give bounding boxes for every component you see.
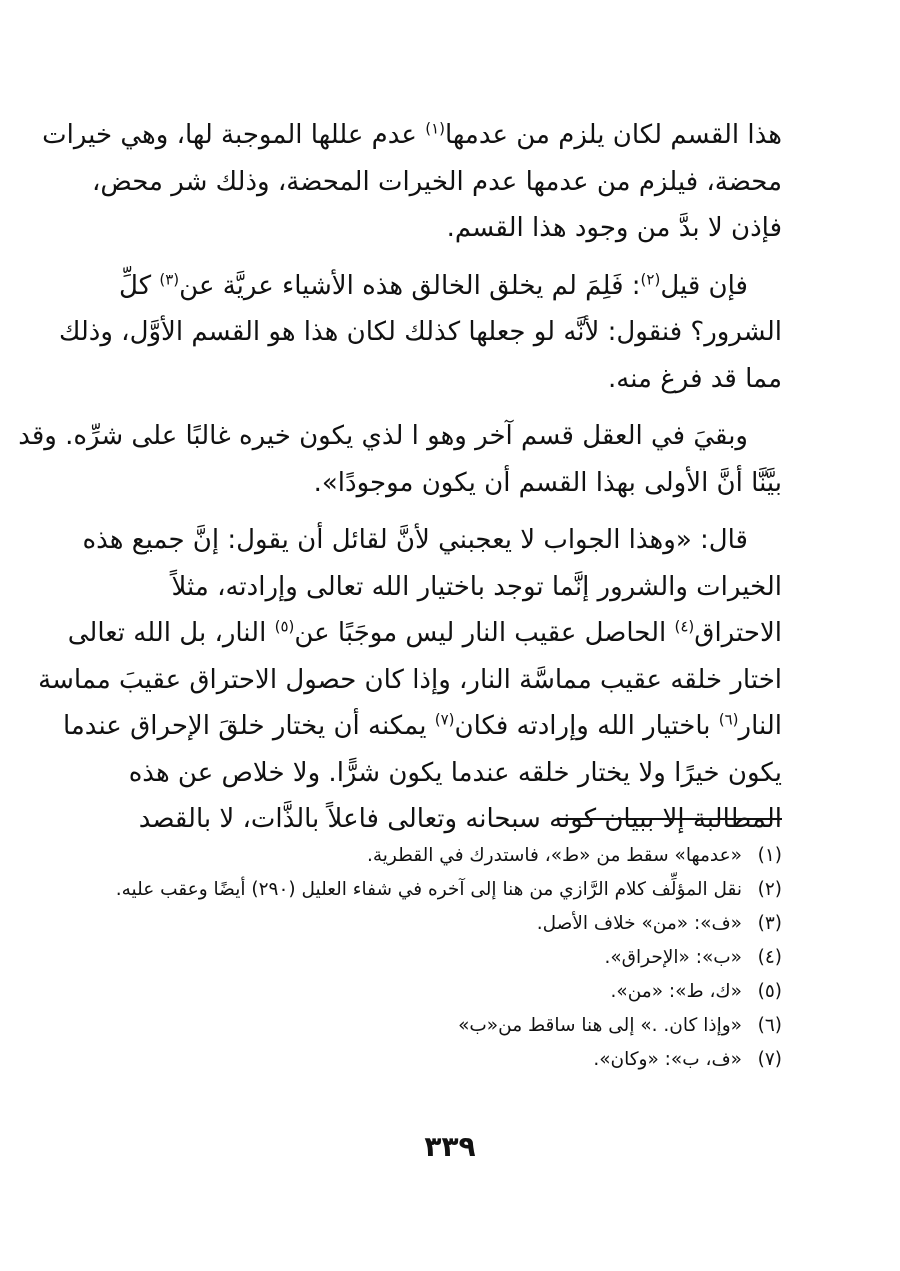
paragraph-3 bbox=[18, 413, 782, 506]
text-segment: فإن قيل bbox=[660, 270, 748, 301]
text-segment: باختيار الله وإرادته فكان bbox=[454, 711, 719, 741]
main-text bbox=[18, 112, 782, 854]
footnote-number: (٥) bbox=[757, 981, 782, 1002]
footnote-text: «عدمها» سقط من «ط»، فاستدرك في القطرية. bbox=[366, 845, 742, 866]
text-segment: : فَلِمَ لم يخلق الخالق هذه الأشياء عريَّة عن bbox=[179, 270, 641, 301]
footnote-number: (٤) bbox=[757, 947, 782, 968]
footnote-ref-1[interactable]: (١) bbox=[425, 119, 445, 138]
footnotes bbox=[112, 841, 782, 1079]
page-number: ٣٣٩ bbox=[424, 1130, 476, 1163]
text-line: وبقيَ في العقل قسم آخر وهو ا لذي يكون خيره غالبًا على شرِّه. وقد bbox=[18, 421, 748, 451]
text-line: فإذن لا بدَّ من وجود هذا القسم. bbox=[446, 213, 782, 243]
text-line: مما قد فرغ منه. bbox=[607, 363, 782, 394]
text-line: بيَّنَّا أنَّ الأولى بهذا القسم أن يكون موجودًا». bbox=[313, 467, 782, 498]
text-line: محضة، فيلزم من عدمها عدم الخيرات المحضة، وذلك شر محض، bbox=[92, 166, 782, 197]
footnote-item bbox=[112, 841, 782, 871]
footnote-text: «ب»: «الإحراق». bbox=[604, 947, 742, 968]
paragraph-2 bbox=[58, 263, 782, 403]
footnote-ref-5[interactable]: (٥) bbox=[274, 617, 295, 636]
footnote-item bbox=[112, 909, 782, 939]
footnote-item bbox=[112, 1045, 782, 1075]
footnote-number: (٦) bbox=[757, 1015, 782, 1036]
footnote-number: (١) bbox=[757, 845, 782, 866]
text-line bbox=[67, 610, 782, 657]
footnote-item bbox=[112, 875, 782, 905]
text-segment: الاحتراق bbox=[694, 618, 782, 648]
footnote-text: نقل المؤلِّف كلام الرَّازي من هنا إلى آخره في شفاء العليل (٢٩٠) أيضًا وعقب عليه. bbox=[115, 879, 742, 900]
footnote-separator bbox=[558, 818, 782, 820]
text-line: الشرور؟ فنقول: لأنَّه لو جعلها كذلك لكان هذا هو القسم الأوَّل، وذلك bbox=[58, 317, 782, 347]
footnote-number: (٧) bbox=[757, 1049, 782, 1070]
footnote-text: «وإذا كان. .» إلى هنا ساقط من«ب» bbox=[458, 1015, 742, 1036]
text-line bbox=[42, 112, 782, 159]
text-segment: النار bbox=[738, 711, 782, 741]
footnote-ref-4[interactable]: (٤) bbox=[674, 617, 695, 636]
text-segment: هذا القسم لكان يلزم من عدمها bbox=[445, 120, 782, 150]
text-segment: يمكنه أن يختار خلقَ الإحراق عندما bbox=[62, 711, 435, 741]
footnote-text: «ف، ب»: «وكان». bbox=[593, 1049, 742, 1070]
text-line bbox=[62, 703, 782, 750]
footnote-item bbox=[112, 943, 782, 973]
footnote-ref-3[interactable]: (٣) bbox=[159, 269, 180, 288]
footnote-text: «ف»: «من» خلاف الأصل. bbox=[536, 913, 742, 934]
text-line: الخيرات والشرور إنَّما توجد باختيار الله تعالى وإرادته، مثلاً bbox=[171, 571, 782, 602]
footnote-number: (٣) bbox=[757, 913, 782, 934]
footnote-ref-7[interactable]: (٧) bbox=[434, 710, 455, 729]
text-line: اختار خلقه عقيب مماسَّة النار، وإذا كان حصول الاحتراق عقيبَ مماسة bbox=[38, 664, 782, 695]
footnote-item bbox=[112, 977, 782, 1007]
paragraph-4 bbox=[38, 517, 782, 843]
text-segment: كلِّ bbox=[119, 270, 160, 301]
text-line: قال: «وهذا الجواب لا يعجبني لأنَّ لقائل أن يقول: إنَّ جميع هذه bbox=[82, 525, 748, 555]
footnote-number: (٢) bbox=[757, 879, 782, 900]
footnote-ref-2[interactable]: (٢) bbox=[640, 269, 661, 288]
text-segment: عدم عللها الموجبة لها، وهي خيرات bbox=[42, 120, 426, 150]
text-line bbox=[116, 263, 782, 310]
text-segment: الحاصل عقيب النار ليس موجَبًا عن bbox=[294, 618, 675, 648]
text-line: يكون خيرًا ولا يختار خلقه عندما يكون شرًّا. ولا خلاص عن هذه bbox=[128, 757, 782, 788]
paragraph-1 bbox=[42, 112, 782, 252]
text-segment: النار، بل الله تعالى bbox=[67, 618, 275, 648]
footnote-ref-6[interactable]: (٦) bbox=[718, 710, 739, 729]
footnote-item bbox=[112, 1011, 782, 1041]
footnote-text: «ك، ط»: «من». bbox=[610, 981, 742, 1002]
text-line: المطالبة إلا ببيان كونه سبحانه وتعالى فاعلاً بالذَّات، لا بالقصد bbox=[138, 804, 782, 834]
